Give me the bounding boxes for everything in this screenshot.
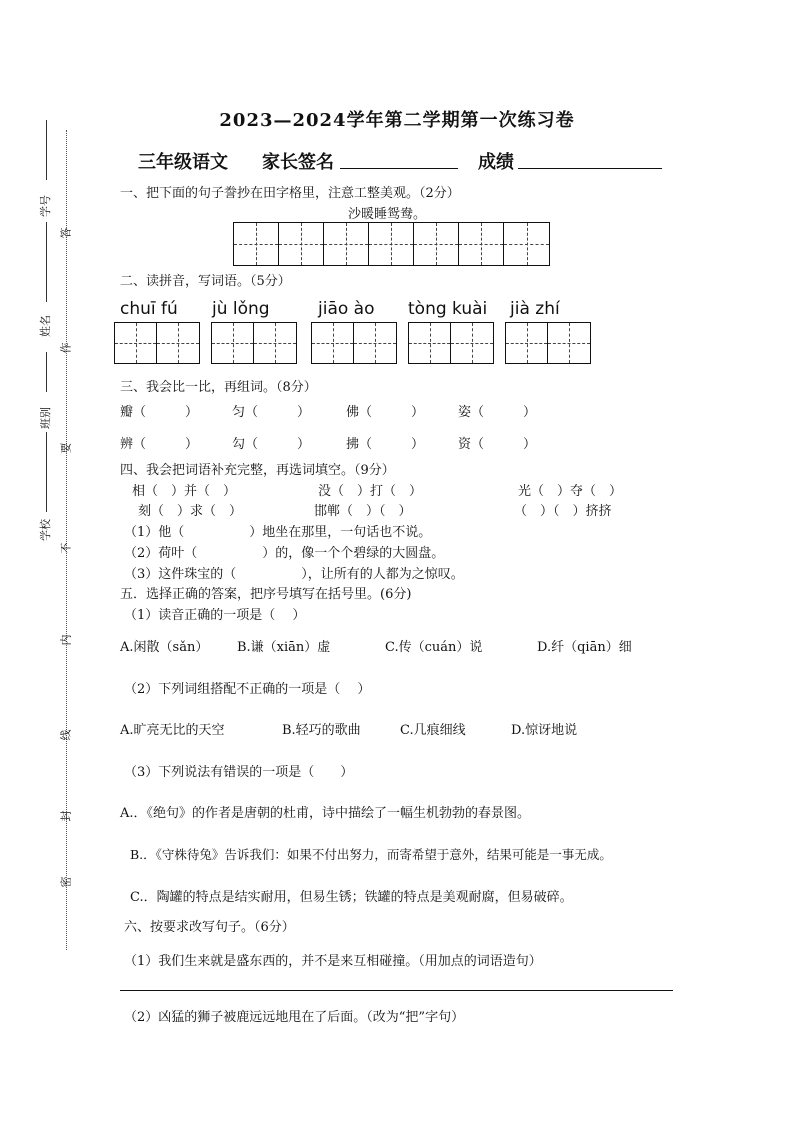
q2-text: 二、读拼音，写词语。（5分） (120, 274, 291, 289)
q6-answer-line-1[interactable] (120, 990, 673, 991)
q1-sentence: 沙暖睡鸳鸯。 (348, 207, 427, 222)
parent-sign-field[interactable] (340, 150, 458, 169)
q6-sentence-2: （2）凶猛的狮子被鹿远远地甩在了后面。（改为“把”字句） (124, 1010, 465, 1025)
q5-option: D.惊讶地说 (511, 723, 578, 738)
binding-dotted-line (66, 130, 67, 950)
binding-char: 要 (59, 442, 73, 454)
binding-line (46, 222, 47, 302)
q4-sentence-3[interactable]: （3）这件珠宝的（ ），让所有的人都为之惊叹。 (124, 567, 464, 582)
subject-label: 三年级语文 (138, 152, 228, 173)
q5-sub-3[interactable]: （3）下列说法有错误的一项是（ ） (124, 765, 354, 780)
q4-sentence-2[interactable]: （2）荷叶（ ）的，像一个个碧绿的大圆盘。 (124, 546, 445, 561)
q4-sentence-1[interactable]: （1）他（ ）地坐在那里，一句话也不说。 (124, 525, 432, 540)
q3-item[interactable]: 拂（ ） (346, 437, 425, 452)
q3-item[interactable]: 资（ ） (458, 437, 537, 452)
pinyin-5: jià zhí (510, 299, 560, 319)
q6-sentence-1: （1）我们生来就是盛东西的，并不是来互相碰撞。（用加点的词语造句） (124, 954, 542, 969)
q5-option-c: C.．陶罐的特点是结实耐用，但易生锈；铁罐的特点是美观耐腐，但易破碎。 (130, 890, 573, 905)
pinyin-grid-1[interactable] (114, 322, 200, 364)
q3-item[interactable]: 辨（ ） (120, 437, 199, 452)
q3-item[interactable]: 瓣（ ） (120, 405, 199, 420)
q3-item[interactable]: 勾（ ） (232, 437, 311, 452)
pinyin-grid-3[interactable] (311, 322, 397, 364)
q5-option: C.几痕细线 (400, 723, 466, 738)
q5-sub-1[interactable]: （1）读音正确的一项是（ ） (124, 608, 306, 623)
q3-item[interactable]: 佛（ ） (346, 405, 425, 420)
q5-option: D.纤（qiān）细 (537, 640, 632, 655)
q5-text: 五．选择正确的答案，把序号填写在括号里。(6分) (120, 587, 412, 602)
q1-text: 一、把下面的句子誊抄在田字格里，注意工整美观。（2分） (120, 186, 460, 201)
q4-idiom[interactable]: 光（ ）夺（ ） (518, 484, 623, 499)
binding-char: 封 (59, 810, 73, 822)
pinyin-2: jù lǒng (212, 299, 270, 319)
q6-text: 六、按要求改写句子。（6分） (124, 920, 295, 935)
q5-option: B.轻巧的歌曲 (282, 723, 361, 738)
parent-sign-label: 家长签名 (262, 152, 334, 173)
student-id-label: 学号 (39, 195, 52, 217)
pinyin-grid-5[interactable] (505, 322, 591, 364)
score-label: 成绩 (478, 152, 514, 173)
school-label: 学校 (39, 519, 52, 541)
binding-char: 内 (59, 634, 73, 646)
q4-text: 四、我会把词语补充完整，再选词填空。（9分） (120, 463, 395, 478)
q5-option-a: A.．《绝句》的作者是唐朝的杜甫，诗中描绘了一幅生机勃勃的春景图。 (120, 806, 531, 821)
binding-char: 不 (59, 542, 73, 554)
q5-option: C.传（cuán）说 (385, 640, 483, 655)
q3-item[interactable]: 匀（ ） (232, 405, 311, 420)
class-label: 班别 (39, 407, 52, 429)
q5-option: B.谦（xiān）虚 (237, 640, 331, 655)
q4-idiom[interactable]: 相（ ）并（ ） (132, 484, 237, 499)
binding-line (46, 432, 47, 512)
binding-char: 作 (59, 342, 73, 354)
binding-line (46, 352, 47, 392)
page-title: 2023—2024学年第二学期第一次练习卷 (219, 110, 575, 131)
q4-idiom[interactable]: 没（ ）打（ ） (318, 484, 423, 499)
q4-idiom[interactable]: 邯郸（ ）（ ） (314, 504, 412, 519)
q3-item[interactable]: 姿（ ） (458, 405, 537, 420)
pinyin-1: chuī fú (120, 299, 178, 319)
pinyin-grid-4[interactable] (408, 322, 494, 364)
pinyin-3: jiāo ào (318, 299, 375, 319)
q5-sub-2[interactable]: （2）下列词组搭配不正确的一项是（ ） (124, 682, 371, 697)
binding-char: 线 (59, 729, 73, 741)
q5-option-b: B.．《守株待兔》告诉我们：如果不付出努力，而寄希望于意外，结果可能是一事无成。 (130, 847, 612, 862)
q3-text: 三、我会比一比，再组词。（8分） (120, 380, 317, 395)
q5-option: A.旷亮无比的天空 (120, 723, 225, 738)
binding-char: 答 (59, 227, 73, 239)
pinyin-4: tòng kuài (408, 299, 488, 319)
score-field[interactable] (518, 150, 662, 169)
binding-char: 密 (59, 876, 73, 888)
q5-option: A.闲散（sǎn） (120, 640, 209, 655)
pinyin-grid-2[interactable] (211, 322, 297, 364)
q1-writing-grid[interactable] (233, 222, 550, 266)
name-label: 姓名 (39, 315, 52, 337)
q4-idiom[interactable]: 刻（ ）求（ ） (138, 504, 243, 519)
q4-idiom[interactable]: （ ）（ ）挤挤 (514, 504, 612, 519)
